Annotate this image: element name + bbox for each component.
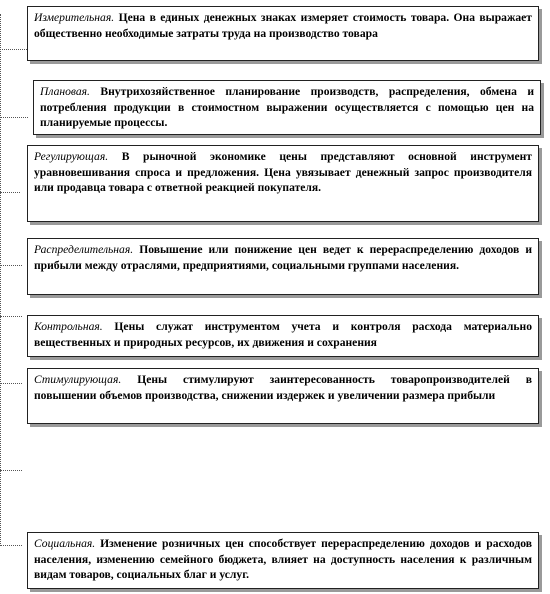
function-text: В рыночной экономике цены представляют основной инструмент уравновешивания спроса и предложения. Цена увязывает денежный запрос производителя или продавца товара с ответной реакцией покупателя. bbox=[34, 150, 532, 194]
connector-tick bbox=[0, 192, 20, 193]
function-title: Социальная. bbox=[34, 537, 96, 550]
function-text: Изменение розничных цен способствует перераспределению доходов и расходов населения, изменению семейного бюджета, влияет на доступность населения к различным видам товаров, социальных благ и услуг. bbox=[34, 537, 532, 581]
function-title: Контрольная. bbox=[34, 320, 103, 333]
function-title: Плановая. bbox=[40, 85, 90, 98]
connector-tick bbox=[0, 49, 27, 50]
function-text: Внутрихозяйственное планирование производств, распределения, обмена и потребления продукции в стоимостном выражении осуществляется с помощью цен на планируемые процессы. bbox=[40, 85, 534, 129]
connector-tick bbox=[0, 545, 22, 546]
function-box-measuring bbox=[27, 6, 539, 61]
function-text: Цена в единых денежных знаках измеряет стоимость товара. Она выражает общественно необходимые затраты труда на производство товара bbox=[34, 11, 532, 40]
function-box-regulating bbox=[27, 145, 539, 222]
connector-tick bbox=[0, 383, 22, 384]
function-title: Распределительная. bbox=[34, 243, 134, 256]
function-title: Измерительная. bbox=[34, 11, 115, 24]
function-box-social bbox=[27, 532, 539, 589]
function-title: Регулирующая. bbox=[34, 150, 109, 163]
function-title: Стимулирующая. bbox=[34, 373, 122, 386]
function-text: Повышение или понижение цен ведет к перераспределению доходов и прибыли между отраслями, предприятиями, социальными группами населения. bbox=[34, 243, 532, 272]
connector-tick bbox=[0, 316, 22, 317]
function-text: Цены служат инструментом учета и контроля расхода материально вещественных и природных ресурсов, их движения и сохранения bbox=[34, 320, 532, 349]
connector-tick bbox=[0, 470, 22, 471]
function-box-control bbox=[27, 315, 539, 357]
function-text: Цены стимулируют заинтересованность товаропроизводителей в повышении объемов производства, снижении издержек и увеличении размера прибыли bbox=[34, 373, 532, 402]
connector-tick bbox=[0, 117, 28, 118]
function-box-stimulating bbox=[27, 368, 539, 424]
connector-line bbox=[0, 14, 1, 544]
function-box-distributive bbox=[27, 238, 539, 295]
connector-tick bbox=[0, 265, 22, 266]
function-box-planning bbox=[33, 80, 541, 135]
